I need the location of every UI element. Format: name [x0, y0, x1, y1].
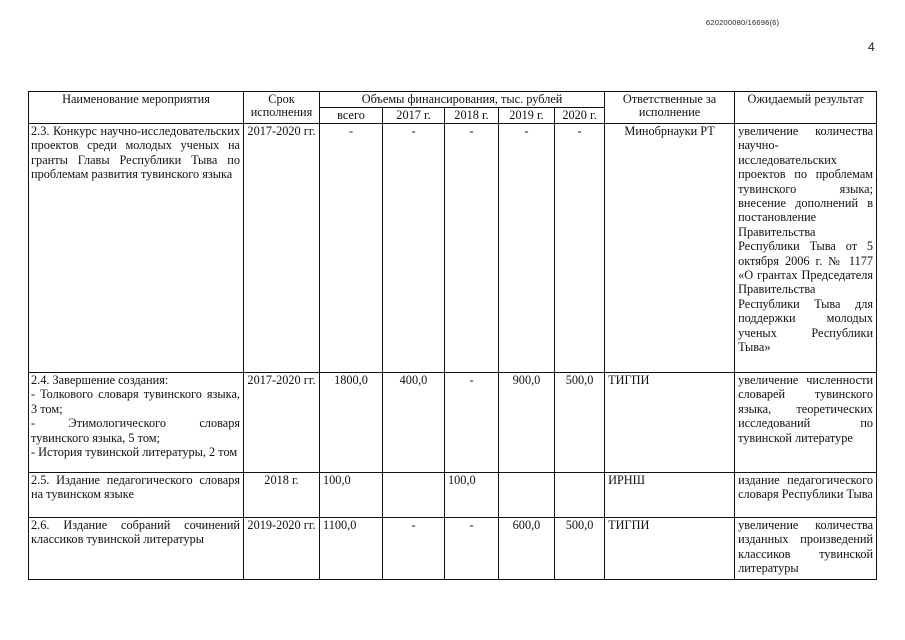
row-term: 2018 г.: [244, 473, 320, 518]
page-number: 4: [868, 40, 875, 54]
row-2020: [555, 473, 605, 518]
funding-table: [28, 91, 877, 580]
row-total: -: [320, 124, 383, 373]
row-2017: -: [383, 518, 445, 580]
header-2018: 2018 г.: [445, 108, 499, 124]
row-2017: [383, 473, 445, 518]
row-responsible: ТИГПИ: [605, 373, 735, 473]
row-responsible: Минобрнауки РТ: [605, 124, 735, 373]
row-name: 2.3. Конкурс научно-исследовательских проектов среди молодых ученых на гранты Главы Республики Тыва по проблемам развития тувинского языка: [29, 124, 244, 373]
table-row: [29, 473, 877, 518]
row-name-item: - Этимологического словаря тувинского языка, 5 том;: [31, 416, 240, 445]
row-result: увеличение количества изданных произведений классиков тувинской литературы: [735, 518, 877, 580]
row-name: [29, 373, 244, 473]
row-term: 2017-2020 гг.: [244, 124, 320, 373]
row-result: увеличение численности словарей тувинского языка, теоретических исследований по тувинской литературе: [735, 373, 877, 473]
row-2018: 100,0: [445, 473, 499, 518]
row-2018: -: [445, 518, 499, 580]
row-2018: -: [445, 124, 499, 373]
header-term: Срок исполнения: [244, 92, 320, 124]
row-2017: 400,0: [383, 373, 445, 473]
row-result: увеличение количества научно-исследовательских проектов по проблемам тувинского языка; внесение дополнений в постановление Правительства Республики Тыва от 5 октября 2006 г. № 1177 «О грантах Председателя Правительства Республики Тыва для поддержки молодых ученых Республики Тыва»: [735, 124, 877, 373]
row-result: издание педагогического словаря Республики Тыва: [735, 473, 877, 518]
table-row: [29, 373, 877, 473]
row-responsible: ИРНШ: [605, 473, 735, 518]
table-row: [29, 124, 877, 373]
row-2020: -: [555, 124, 605, 373]
row-2020: 500,0: [555, 518, 605, 580]
row-term: 2017-2020 гг.: [244, 373, 320, 473]
row-name-item: - История тувинской литературы, 2 том: [31, 445, 238, 460]
row-2020: 500,0: [555, 373, 605, 473]
row-2019: 600,0: [499, 518, 555, 580]
table-row: [29, 518, 877, 580]
row-total: 100,0: [320, 473, 383, 518]
row-2019: -: [499, 124, 555, 373]
document-number: 620200080/16696(6): [706, 18, 780, 27]
row-term: 2019-2020 гг.: [244, 518, 320, 580]
header-funding: Объемы финансирования, тыс. рублей: [320, 92, 605, 108]
row-name-item: - Толкового словаря тувинского языка, 3 том;: [31, 387, 240, 416]
row-2017: -: [383, 124, 445, 373]
header-total: всего: [320, 108, 383, 124]
row-responsible: ТИГПИ: [605, 518, 735, 580]
header-2017: 2017 г.: [383, 108, 445, 124]
header-responsible: Ответственные за исполнение: [605, 92, 735, 124]
row-total: 1800,0: [320, 373, 383, 473]
row-name-title: 2.4. Завершение создания:: [31, 373, 169, 387]
row-name: 2.5. Издание педагогического словаря на тувинском языке: [29, 473, 244, 518]
row-2018: -: [445, 373, 499, 473]
header-name: Наименование мероприятия: [29, 92, 244, 124]
header-result: Ожидаемый результат: [735, 92, 877, 124]
header-2019: 2019 г.: [499, 108, 555, 124]
row-2019: [499, 473, 555, 518]
header-row: [29, 92, 877, 108]
row-name: 2.6. Издание собраний сочинений классиков тувинской литературы: [29, 518, 244, 580]
row-2019: 900,0: [499, 373, 555, 473]
header-2020: 2020 г.: [555, 108, 605, 124]
row-total: 1100,0: [320, 518, 383, 580]
